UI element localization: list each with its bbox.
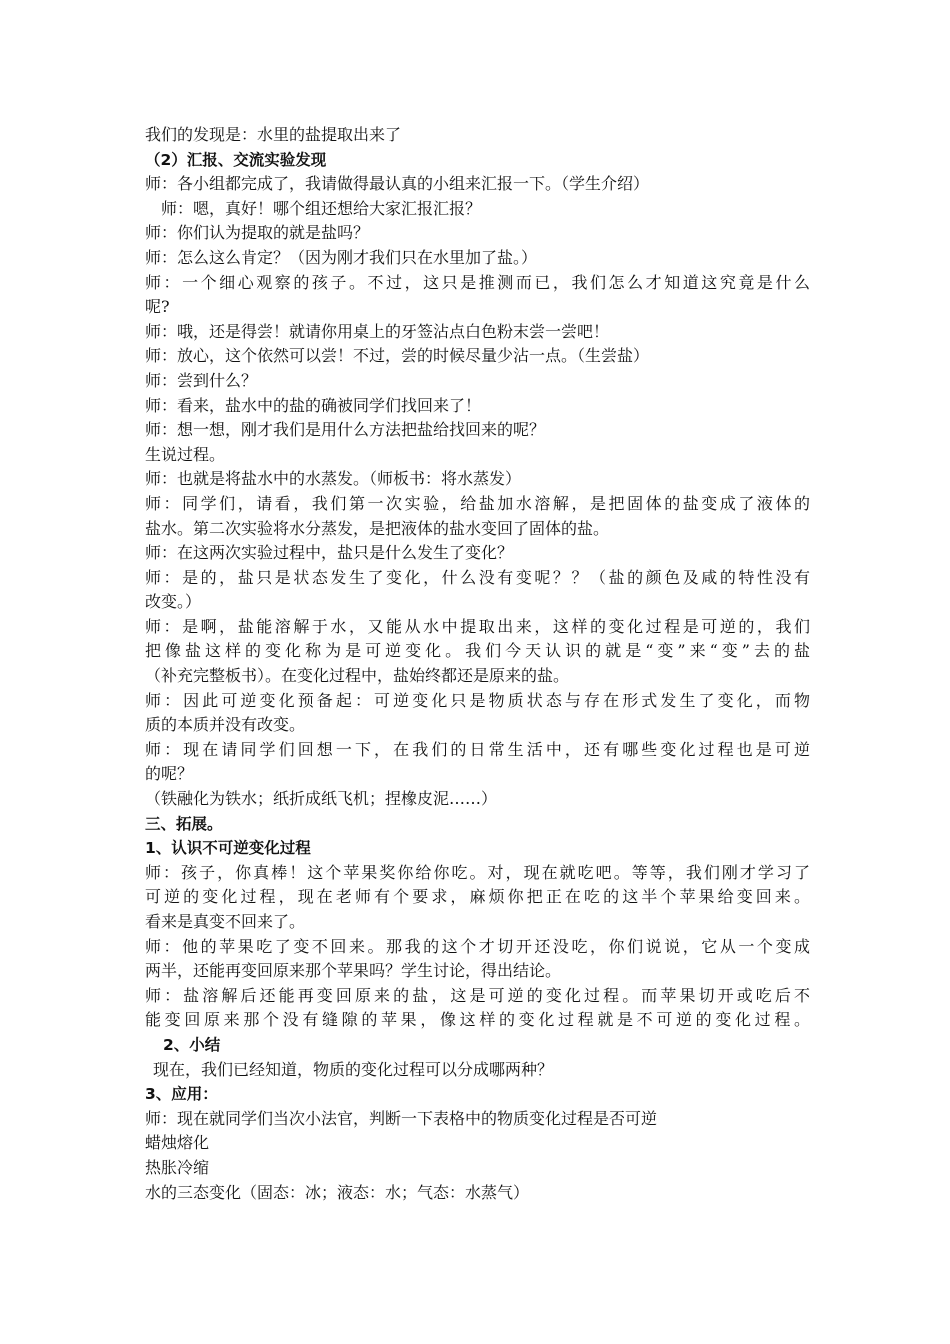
text-line: 师：盐溶解后还能再变回原来的盐，这是可逆的变化过程。而苹果切开或吃后不 — [145, 985, 810, 1005]
text-line: 师：现在请同学们回想一下，在我们的日常生活中，还有哪些变化过程也是可逆 — [145, 739, 810, 759]
text-line: 师：孩子，你真棒！这个苹果奖你给你吃。对，现在就吃吧。等等，我们刚才学习了 — [145, 862, 810, 882]
text-line: 师：想一想，刚才我们是用什么方法把盐给找回来的呢？ — [145, 420, 546, 440]
text-line: 师：也就是将盐水中的水蒸发。（师板书：将水蒸发） — [145, 469, 522, 489]
text-line: 师：嗯，真好！哪个组还想给大家汇报汇报？ — [145, 198, 482, 218]
section-heading: （2）汇报、交流实验发现 — [145, 150, 327, 169]
text-line: 生说过程。 — [145, 444, 226, 464]
text-line: （铁融化为铁水；纸折成纸飞机；捏橡皮泥……） — [145, 789, 498, 809]
text-line: 把像盐这样的变化称为是可逆变化。我们今天认识的就是“变”来“变”去的盐 — [145, 641, 810, 661]
text-line: 蜡烛熔化 — [145, 1133, 210, 1153]
text-line: 可逆的变化过程，现在老师有个要求，麻烦你把正在吃的这半个苹果给变回来。 — [145, 887, 810, 907]
text-line: 两半，还能再变回原来那个苹果吗？学生讨论，得出结论。 — [145, 961, 562, 981]
text-line: 师：现在就同学们当次小法官，判断一下表格中的物质变化过程是否可逆 — [145, 1108, 658, 1128]
text-line: 师：是的，盐只是状态发生了变化，什么没有变呢？？（盐的颜色及咸的特性没有 — [145, 567, 810, 587]
text-line: 师：各小组都完成了，我请做得最认真的小组来汇报一下。（学生介绍） — [145, 174, 650, 194]
text-line: 师：同学们，请看，我们第一次实验，给盐加水溶解，是把固体的盐变成了液体的 — [145, 493, 810, 513]
text-line: 师：一个细心观察的孩子。不过，这只是推测而已，我们怎么才知道这究竟是什么 — [145, 272, 810, 292]
document-page — [145, 123, 810, 1205]
text-line: 师：是啊，盐能溶解于水，又能从水中提取出来，这样的变化过程是可逆的，我们 — [145, 616, 810, 636]
text-line: 我们的发现是：水里的盐提取出来了 — [145, 125, 402, 144]
text-line: 师：尝到什么？ — [145, 370, 258, 390]
text-line: 热胀冷缩 — [145, 1157, 210, 1177]
text-line: 师：看来，盐水中的盐的确被同学们找回来了！ — [145, 395, 482, 415]
text-line: 看来是真变不回来了。 — [145, 912, 306, 931]
text-line: 师：你们认为提取的就是盐吗？ — [145, 223, 370, 243]
text-line: 能变回原来那个没有缝隙的苹果，像这样的变化过程就是不可逆的变化过程。 — [145, 1010, 810, 1030]
text-line: （补充完整板书）。在变化过程中，盐始终都还是原来的盐。 — [145, 666, 570, 686]
section-heading: 1、认识不可逆变化过程 — [145, 839, 311, 858]
text-line: 师：因此可逆变化预备起：可逆变化只是物质状态与存在形式发生了变化，而物 — [145, 690, 810, 710]
text-line: 质的本质并没有改变。 — [145, 715, 306, 735]
text-line: 现在，我们已经知道，物质的变化过程可以分成哪两种？ — [153, 1059, 554, 1079]
text-line: 呢? — [145, 297, 170, 317]
text-line: 改变。） — [145, 592, 202, 612]
text-line: 师：哦，还是得尝！就请你用桌上的牙签沾点白色粉末尝一尝吧！ — [145, 321, 610, 341]
text-line: 师：放心，这个依然可以尝！不过，尝的时候尽量少沾一点。（生尝盐） — [145, 346, 650, 366]
text-line: 师：他的苹果吃了变不回来。那我的这个才切开还没吃，你们说说，它从一个变成 — [145, 936, 810, 956]
text-line: 师：怎么这么肯定？（因为刚才我们只在水里加了盐。） — [145, 247, 538, 267]
text-line: 师：在这两次实验过程中，盐只是什么发生了变化？ — [145, 543, 514, 563]
text-line: 水的三态变化（固态：冰；液态：水；气态：水蒸气） — [145, 1182, 530, 1202]
section-heading: 三、拓展。 — [145, 814, 223, 833]
section-heading: 2、小结 — [163, 1035, 221, 1054]
text-line: 盐水。第二次实验将水分蒸发，是把液体的盐水变回了固体的盐。 — [145, 518, 610, 538]
text-line: 的呢？ — [145, 764, 194, 784]
section-heading: 3、应用： — [145, 1085, 218, 1104]
